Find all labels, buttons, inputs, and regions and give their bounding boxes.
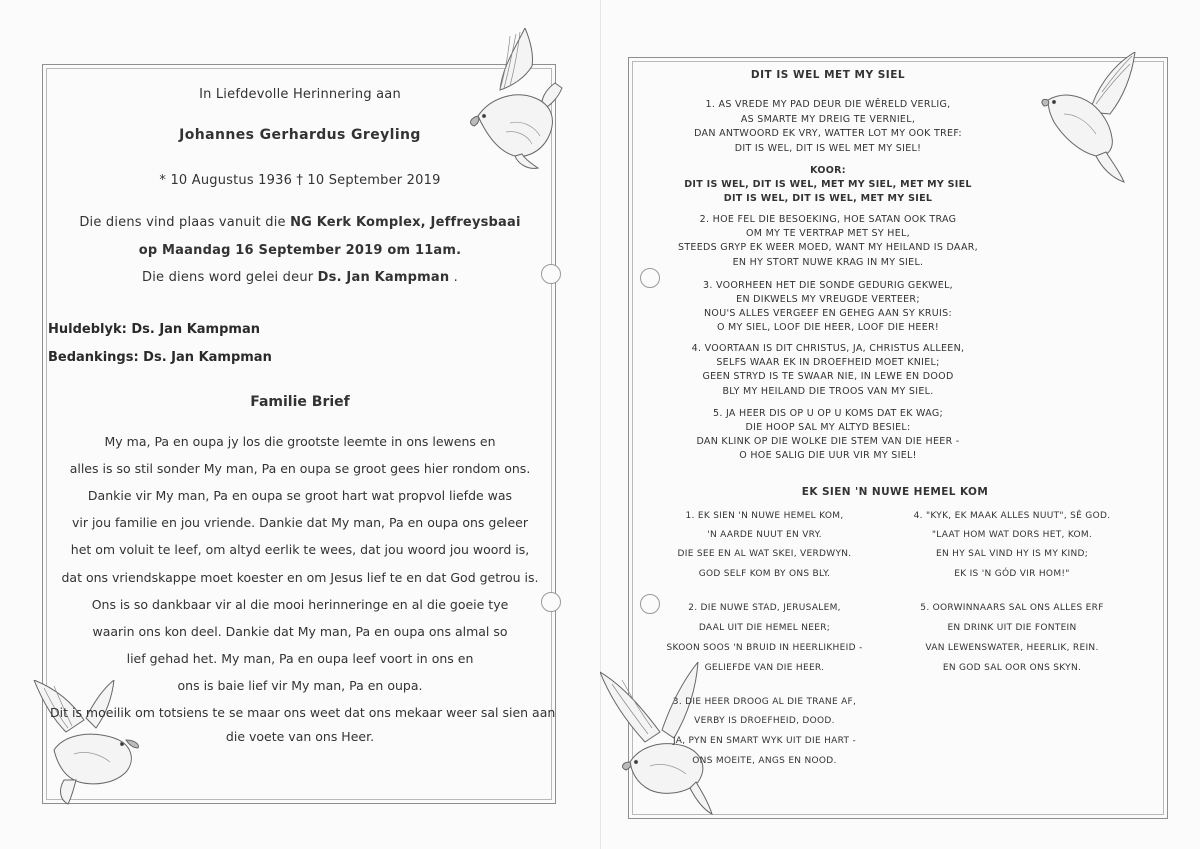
hymn1-verse-line: DIE HOOP SAL MY ALTYD BESIEL: [745, 422, 911, 433]
letter-line: Ons is so dankbaar vir al die mooi herinneringe en al die goeie tye [91, 597, 509, 612]
hymn2-verse-line: GOD SELF KOM BY ONS BLY. [698, 569, 831, 579]
hymn1-verse-line: OM MY TE VERTRAP MET SY HEL, [746, 228, 910, 239]
hymn2-verse-line: VERBY IS DROEFHEID, DOOD. [694, 716, 835, 726]
chorus-line: DIT IS WEL, DIT IS WEL, MET MY SIEL, MET MY SIEL [684, 179, 972, 190]
officiant-prefix: Die diens word gelei deur [142, 270, 318, 285]
letter-line: alles is so stil sonder My man, Pa en oupa se groot gees hier rondom ons. [69, 461, 531, 476]
hymn2-verse-line: DAAL UIT DIE HEMEL NEER; [698, 623, 831, 633]
letter-line: My ma, Pa en oupa jy los die grootste leemte in ons lewens en [104, 434, 496, 449]
hymn1-verse-line: EN HY STORT NUWE KRAG IN MY SIEL. [732, 257, 924, 268]
chorus-line: DIT IS WEL, DIT IS WEL, MET MY SIEL [723, 193, 933, 204]
letter-line: waarin ons kon deel. Dankie dat My man, Pa en oupa ons almal so [92, 624, 508, 639]
hymn2-verse-line: GELIEFDE VAN DIE HEER. [704, 663, 825, 673]
hymn2-verse-line: 4. "KYK, EK MAAK ALLES NUUT", SÊ GOD. [913, 511, 1111, 521]
hymn1-verse-line: DIT IS WEL, DIT IS WEL MET MY SIEL! [734, 143, 922, 154]
hymn1-verse-line: 5. JA HEER DIS OP U OP U KOMS DAT EK WAG; [712, 408, 944, 419]
hymn2-verse-line: EN HY SAL VIND HY IS MY KIND; [935, 549, 1089, 559]
hymn1-verse-line: BLY MY HEILAND DIE TROOS VAN MY SIEL. [722, 386, 934, 397]
hymn2-verse-line: JA, PYN EN SMART WYK UIT DIE HART - [672, 736, 857, 746]
hymn2-verse-line: 2. DIE NUWE STAD, JERUSALEM, [688, 603, 841, 613]
intro-text: In Liefdevolle Herinnering aan [199, 87, 401, 102]
letter-line: dat ons vriendskappe moet koester en om Jesus lief te en dat God getrou is. [61, 570, 539, 585]
letter-heading: Familie Brief [250, 394, 350, 410]
tribute-speaker: Huldeblyk: Ds. Jan Kampman [48, 322, 260, 337]
hymn1-verse-line: AS SMARTE MY DREIG TE VERNIEL, [740, 114, 916, 125]
hymn2-verse-line: EK IS 'N GÓD VIR HOM!" [954, 569, 1070, 579]
hymn1-verse-line: 3. VOORHEEN HET DIE SONDE GEDURIG GEKWEL, [703, 280, 953, 291]
hymn1-verse-line: 1. AS VREDE MY PAD DEUR DIE WÊRELD VERLIG, [705, 99, 951, 110]
hymn2-verse-line: SKOON SOOS 'N BRUID IN HEERLIKHEID - [666, 643, 863, 653]
service-location [50, 215, 550, 230]
letter-line: lief gehad het. My man, Pa en oupa leef voort in ons en [126, 651, 474, 666]
hymn1-verse-line: O MY SIEL, LOOF DIE HEER, LOOF DIE HEER! [716, 322, 940, 333]
letter-line: het om voluit te leef, om altyd eerlik te wees, dat jou woord jou woord is, [70, 542, 530, 557]
letter-line: die voete van ons Heer. [225, 729, 375, 744]
hymn2-verse-line: 3. DIE HEER DROOG AL DIE TRANE AF, [672, 697, 857, 707]
deceased-name: Johannes Gerhardus Greyling [179, 127, 421, 143]
hymn2-verse-line: EN GOD SAL OOR ONS SKYN. [942, 663, 1082, 673]
hymn2-verse-line: 1. EK SIEN 'N NUWE HEMEL KOM, [685, 511, 844, 521]
hymn2-verse-line: 5. OORWINNAARS SAL ONS ALLES ERF [920, 603, 1104, 613]
hymn1-verse-line: GEEN STRYD IS TE SWAAR NIE, IN LEWE EN DOOD [702, 371, 954, 382]
letter-line: Dankie vir My man, Pa en oupa se groot hart wat propvol liefde was [87, 488, 513, 503]
hymn1-verse-line: NOU'S ALLES VERGEEF EN GEHEG AAN SY KRUIS: [704, 308, 952, 319]
hymn2-verse-line: VAN LEWENSWATER, HEERLIK, REIN. [925, 643, 1099, 653]
letter-line: Dit is moeilik om totsiens te se maar ons weet dat ons mekaar weer sal sien aan [50, 705, 556, 720]
hymn2-verse-line: ONS MOEITE, ANGS EN NOOD. [692, 756, 837, 766]
letter-line: ons is baie lief vir My man, Pa en oupa. [177, 678, 423, 693]
life-dates: * 10 Augustus 1936 † 10 September 2019 [159, 173, 441, 188]
hymn2-verse-line: EN DRINK UIT DIE FONTEIN [947, 623, 1077, 633]
service-prefix: Die diens vind plaas vanuit die [79, 215, 291, 230]
hymn1-title: DIT IS WEL MET MY SIEL [750, 69, 906, 81]
chorus-label: KOOR: [810, 165, 846, 176]
hymn1-verse-line: 4. VOORTAAN IS DIT CHRISTUS, JA, CHRISTUS ALLEEN, [691, 343, 965, 354]
hymn1-verse-line: DAN ANTWOORD EK VRY, WATTER LOT MY OOK TREF: [694, 128, 962, 139]
hymn2-verse-line: "LAAT HOM WAT DORS HET, KOM. [931, 530, 1093, 540]
hymn1-verse-line: 2. HOE FEL DIE BESOEKING, HOE SATAN OOK TRAG [699, 214, 957, 225]
letter-line: vir jou familie en jou vriende. Dankie dat My man, Pa en oupa ons geleer [71, 515, 529, 530]
hymn1-verse-line: EN DIKWELS MY VREUGDE VERTEER; [736, 294, 920, 305]
officiant-name: Ds. Jan Kampman [317, 270, 450, 285]
service-place: NG Kerk Komplex, Jeffreysbaai [290, 215, 521, 230]
hymn1-verse-line: DAN KLINK OP DIE WOLKE DIE STEM VAN DIE HEER - [696, 436, 960, 447]
hymn1-verse-line: O HOE SALIG DIE UUR VIR MY SIEL! [739, 450, 917, 461]
hymn2-title: EK SIEN 'N NUWE HEMEL KOM [801, 486, 989, 498]
hymn2-verse-line: 'N AARDE NUUT EN VRY. [707, 530, 822, 540]
hymn2-verse-line: DIE SEE EN AL WAT SKEI, VERDWYN. [677, 549, 852, 559]
officiant-suffix: . [449, 270, 458, 285]
hymn1-verse-line: SELFS WAAR EK IN DROEFHEID MOET KNIEL; [716, 357, 940, 368]
officiant-line [50, 270, 550, 285]
thanks-speaker: Bedankings: Ds. Jan Kampman [48, 350, 272, 365]
hymn1-verse-line: STEEDS GRYP EK WEER MOED, WANT MY HEILAND IS DAAR, [677, 242, 978, 253]
service-date: op Maandag 16 September 2019 om 11am. [138, 243, 462, 258]
dove-icon [1040, 52, 1152, 192]
